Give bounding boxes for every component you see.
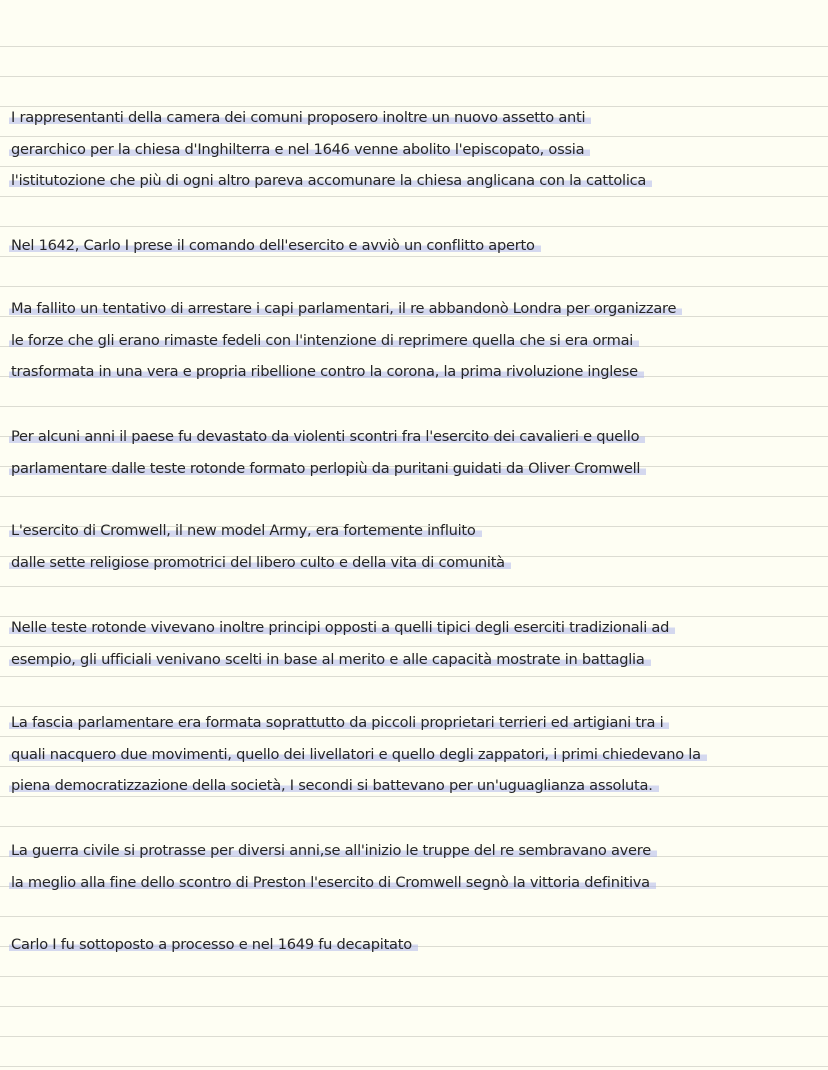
paragraph-fascia-parlamentare bbox=[9, 706, 821, 801]
text-line: dalle sette religiose promotrici del libero culto e della vita di comunità bbox=[9, 546, 821, 578]
paragraph-scontri bbox=[9, 420, 821, 483]
text-line: le forze che gli erano rimaste fedeli con l'intenzione di reprimere quella che si era ormai bbox=[9, 324, 821, 356]
paragraph-episcopato bbox=[9, 101, 821, 196]
text-line: piena democratizzazione della società, I secondi si battevano per un'uguaglianza assoluta. bbox=[9, 769, 821, 801]
paragraph-decapitato bbox=[9, 928, 821, 960]
text-line: parlamentare dalle teste rotonde formato perlopiù da puritani guidati da Oliver Cromwell bbox=[9, 452, 821, 484]
text-line: Ma fallito un tentativo di arrestare i capi parlamentari, il re abbandonò Londra per organizzare bbox=[9, 292, 821, 324]
text-line: La guerra civile si protrasse per diversi anni,se all'inizio le truppe del re sembravano avere bbox=[9, 834, 821, 866]
paragraph-londra bbox=[9, 292, 821, 387]
text-line: Nelle teste rotonde vivevano inoltre principi opposti a quelli tipici degli eserciti tradizionali ad bbox=[9, 611, 821, 643]
text-line: la meglio alla fine dello scontro di Preston l'esercito di Cromwell segnò la vittoria definitiva bbox=[9, 866, 821, 898]
text-line: La fascia parlamentare era formata soprattutto da piccoli proprietari terrieri ed artigiani tra i bbox=[9, 706, 821, 738]
text-line: L'esercito di Cromwell, il new model Army, era fortemente influito bbox=[9, 514, 821, 546]
text-line: esempio, gli ufficiali venivano scelti in base al merito e alle capacità mostrate in battaglia bbox=[9, 643, 821, 675]
text-line: Carlo I fu sottoposto a processo e nel 1649 fu decapitato bbox=[9, 928, 821, 960]
paragraph-teste-rotonde bbox=[9, 611, 821, 674]
paragraph-guerra-civile bbox=[9, 834, 821, 897]
paragraph-1642 bbox=[9, 229, 821, 261]
text-line: quali nacquero due movimenti, quello dei livellatori e quello degli zappatori, i primi chiedevano la bbox=[9, 738, 821, 770]
text-line: Nel 1642, Carlo I prese il comando dell'esercito e avviò un conflitto aperto bbox=[9, 229, 821, 261]
text-line: Per alcuni anni il paese fu devastato da violenti scontri fra l'esercito dei cavalieri e quello bbox=[9, 420, 821, 452]
text-line: gerarchico per la chiesa d'Inghilterra e nel 1646 venne abolito l'episcopato, ossia bbox=[9, 133, 821, 165]
paragraph-new-model-army bbox=[9, 514, 821, 577]
text-line: l'istitutozione che più di ogni altro pareva accomunare la chiesa anglicana con la cattolica bbox=[9, 164, 821, 196]
text-line: trasformata in una vera e propria ribellione contro la corona, la prima rivoluzione inglese bbox=[9, 355, 821, 387]
text-line: I rappresentanti della camera dei comuni proposero inoltre un nuovo assetto anti bbox=[9, 101, 821, 133]
